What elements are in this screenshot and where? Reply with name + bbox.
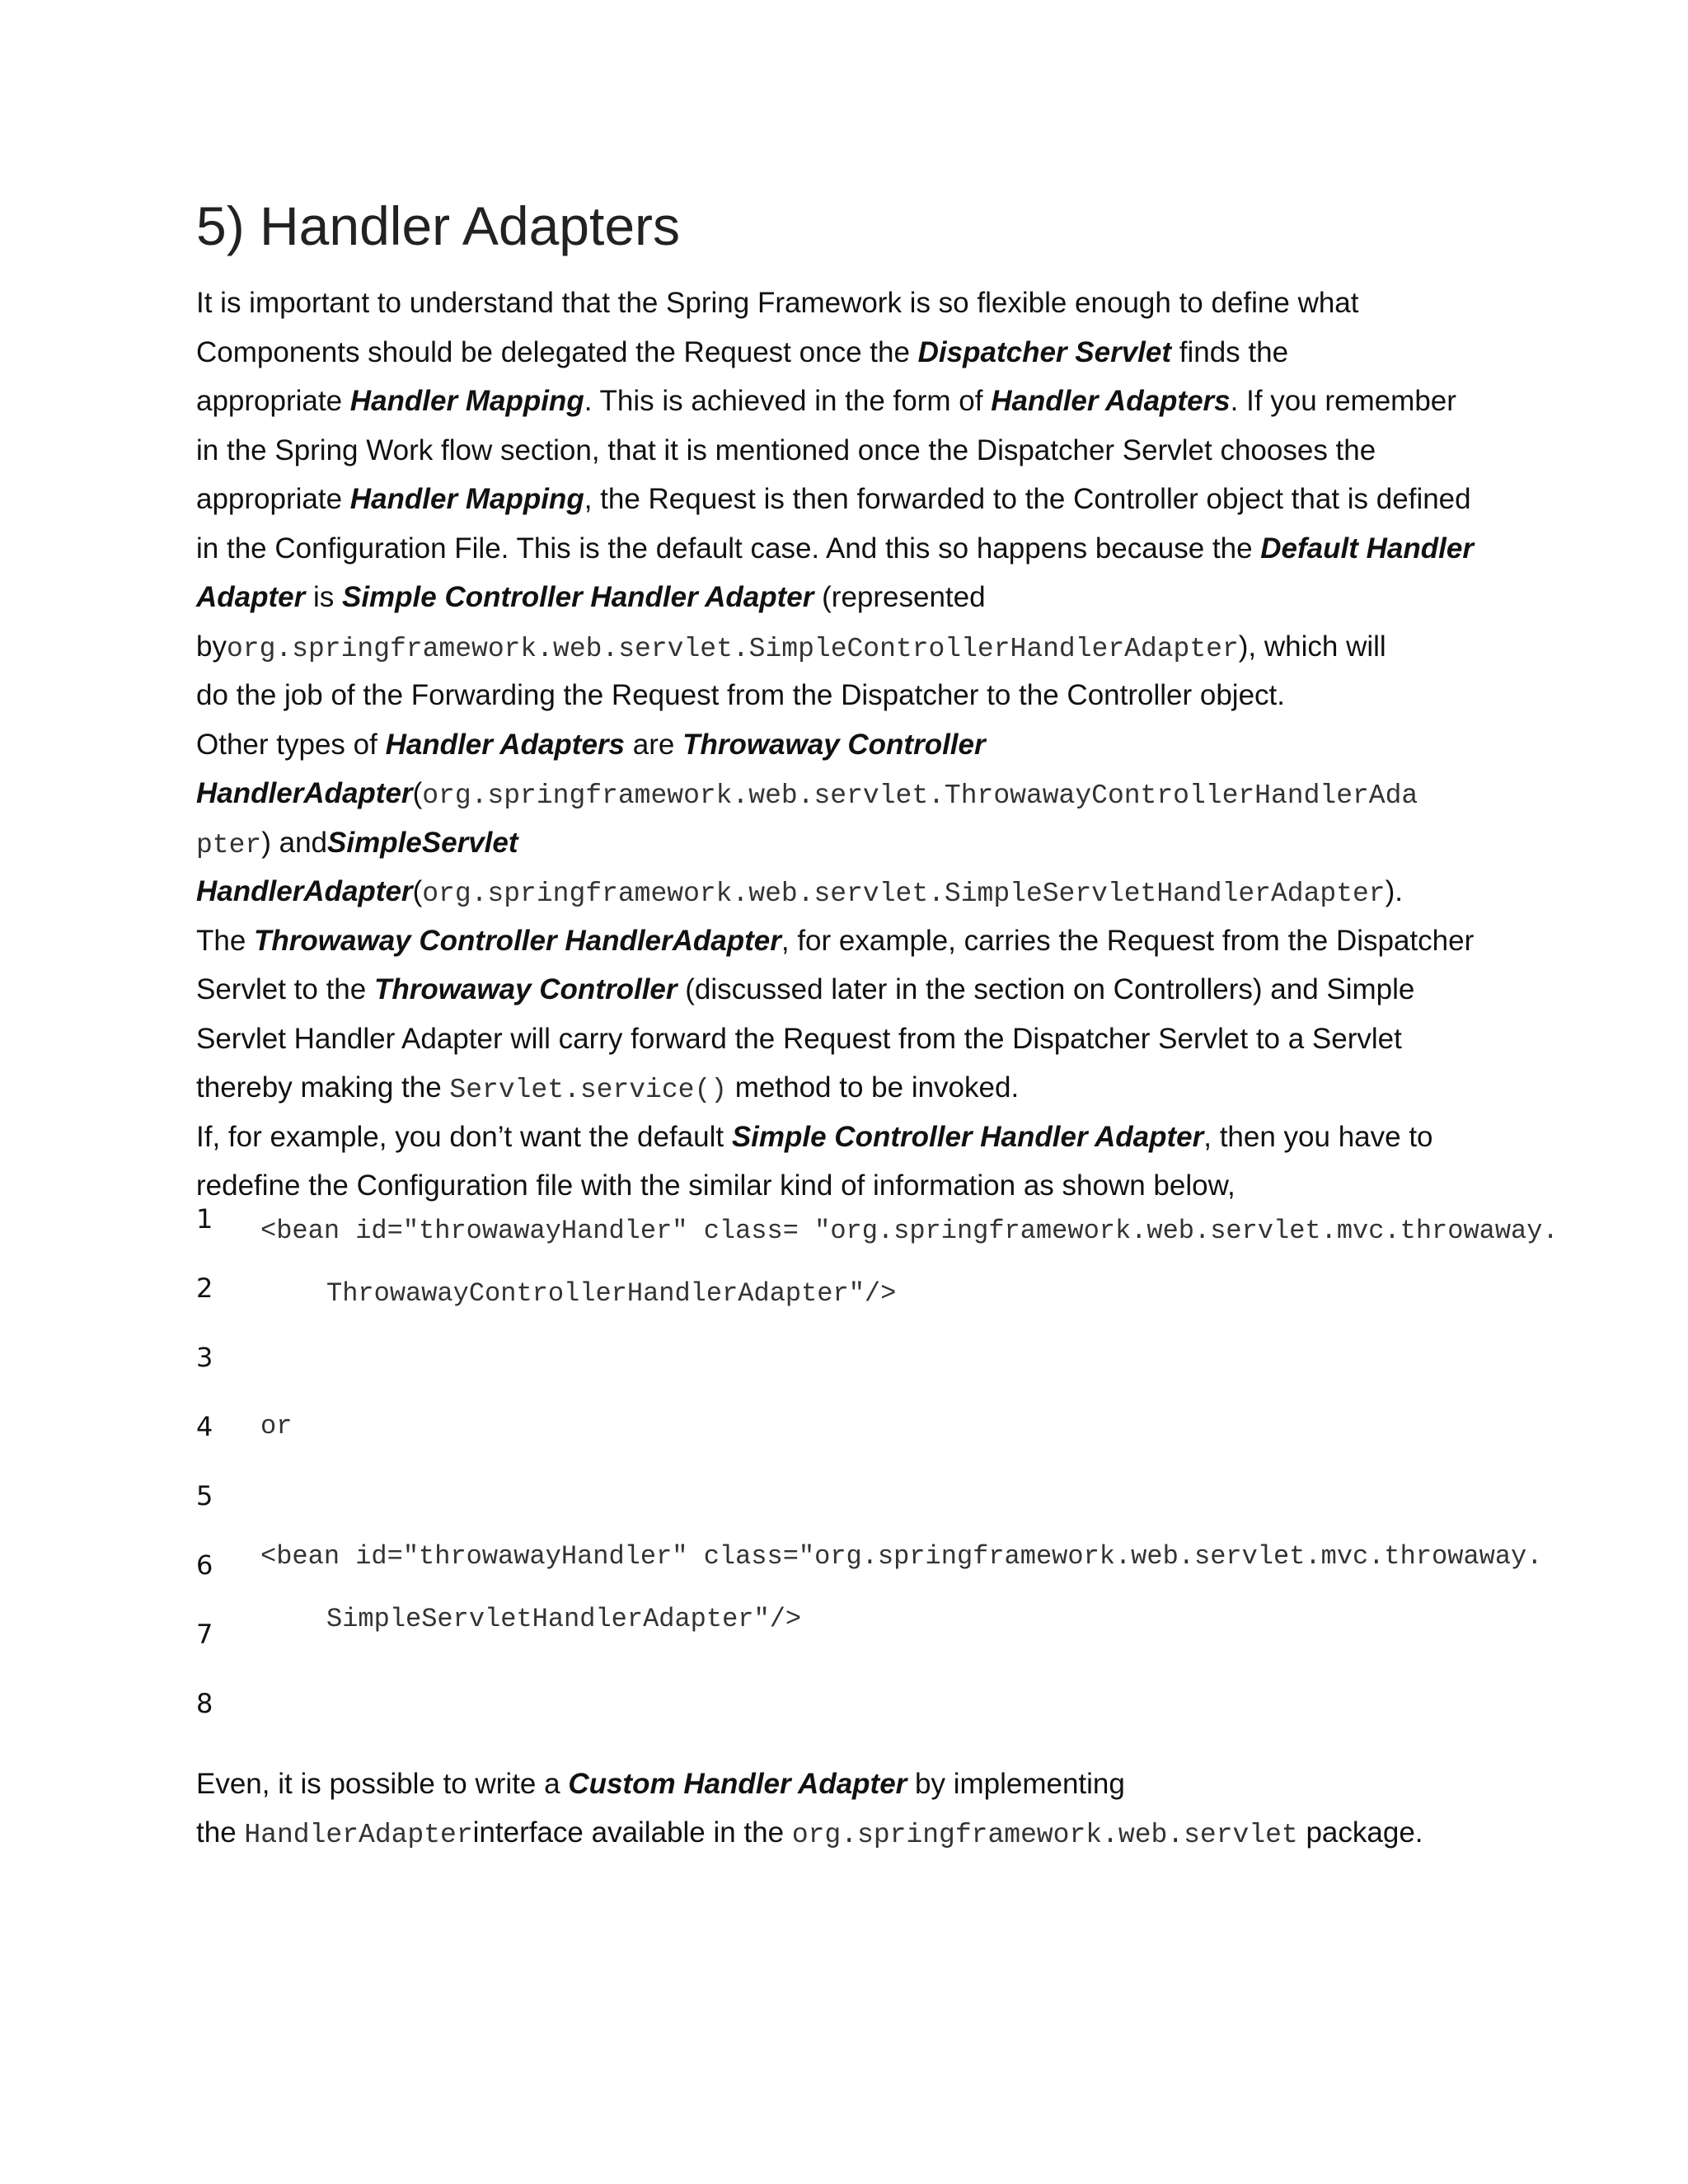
inline-code: org.springframework.web.servlet.ThrowawayControllerHandlerAda bbox=[422, 780, 1418, 811]
paragraph-line bbox=[196, 727, 986, 763]
emphasis: Custom Handler Adapter bbox=[568, 1768, 907, 1800]
code-line: <bean id="throwawayHandler" class="org.springframework.web.servlet.mvc.throwaway. bbox=[260, 1541, 1543, 1572]
text: redefine the Configuration file with the similar kind of information as shown below, bbox=[196, 1169, 1236, 1202]
paragraph-line bbox=[196, 677, 1285, 714]
paragraph-line bbox=[196, 433, 1376, 469]
inline-code: HandlerAdapter bbox=[244, 1820, 473, 1850]
text: . This is achieved in the form of bbox=[584, 385, 992, 417]
emphasis: HandlerAdapter bbox=[196, 777, 413, 809]
paragraph-line bbox=[196, 874, 1403, 912]
line-number: 8 bbox=[196, 1688, 213, 1719]
line-number: 7 bbox=[196, 1619, 213, 1650]
text: in the Configuration File. This is the default case. And this so happens because the bbox=[196, 532, 1261, 565]
text: If, for example, you don’t want the default bbox=[196, 1121, 732, 1153]
emphasis: Handler Adapters bbox=[385, 729, 626, 761]
text: finds the bbox=[1171, 336, 1289, 368]
emphasis: HandlerAdapter bbox=[196, 875, 413, 907]
emphasis: Adapter bbox=[196, 581, 306, 613]
text: ). bbox=[1385, 875, 1403, 907]
text: thereby making the bbox=[196, 1071, 450, 1104]
text: , the Request is then forwarded to the Controller object that is defined bbox=[584, 483, 1471, 515]
emphasis: Default Handler bbox=[1260, 532, 1474, 565]
text: method to be invoked. bbox=[727, 1071, 1020, 1104]
text: ), which will bbox=[1238, 630, 1386, 663]
text: interface available in the bbox=[472, 1816, 792, 1849]
emphasis: Throwaway Controller bbox=[682, 729, 986, 761]
text: appropriate bbox=[196, 385, 350, 417]
text: ( bbox=[412, 875, 423, 907]
text: ( bbox=[412, 777, 423, 809]
text: Servlet Handler Adapter will carry forward the Request from the Dispatcher Servlet to a Servlet bbox=[196, 1023, 1402, 1055]
paragraph-line bbox=[196, 579, 986, 616]
paragraph-line bbox=[196, 285, 1359, 321]
paragraph-line bbox=[196, 1119, 1433, 1155]
code-line: or bbox=[260, 1411, 293, 1441]
paragraph-line bbox=[196, 1021, 1402, 1057]
paragraph-line bbox=[196, 335, 1288, 371]
text: do the job of the Forwarding the Request from the Dispatcher to the Controller object. bbox=[196, 679, 1285, 711]
text: in the Spring Work flow section, that it is mentioned once the Dispatcher Servlet chooses the bbox=[196, 434, 1376, 466]
emphasis: Throwaway Controller bbox=[373, 973, 678, 1005]
paragraph-line bbox=[196, 1070, 1019, 1108]
text: Servlet to the bbox=[196, 973, 374, 1005]
text: ) and bbox=[261, 827, 327, 859]
line-number: 6 bbox=[196, 1549, 213, 1581]
paragraph-line bbox=[196, 629, 1386, 668]
text: . If you remember bbox=[1230, 385, 1456, 417]
text: (represented bbox=[814, 581, 986, 613]
code-line: ThrowawayControllerHandlerAdapter"/> bbox=[326, 1278, 897, 1309]
emphasis: SimpleServlet bbox=[327, 827, 518, 859]
paragraph-line bbox=[196, 825, 518, 864]
page-title: 5) Handler Adapters bbox=[196, 195, 681, 256]
text: (discussed later in the section on Controllers) and Simple bbox=[677, 973, 1415, 1005]
emphasis: Simple Controller Handler Adapter bbox=[731, 1121, 1204, 1153]
emphasis: Handler Mapping bbox=[349, 483, 584, 515]
paragraph-line bbox=[196, 923, 1474, 959]
text: are bbox=[625, 729, 683, 761]
text: package. bbox=[1297, 1816, 1423, 1849]
text: the bbox=[196, 1816, 245, 1849]
inline-code: org.springframework.web.servlet bbox=[791, 1820, 1298, 1850]
paragraph-line bbox=[196, 383, 1456, 419]
paragraph-line bbox=[196, 531, 1474, 567]
paragraph-line bbox=[196, 1815, 1423, 1854]
text: by bbox=[196, 630, 227, 663]
paragraph-line bbox=[196, 1168, 1236, 1204]
text: Other types of bbox=[196, 729, 386, 761]
emphasis: Handler Mapping bbox=[349, 385, 584, 417]
inline-code: org.springframework.web.servlet.SimpleControllerHandlerAdapter bbox=[226, 634, 1239, 664]
text: is bbox=[305, 581, 342, 613]
text: The bbox=[196, 925, 255, 957]
paragraph-line bbox=[196, 972, 1414, 1008]
inline-code: org.springframework.web.servlet.SimpleServletHandlerAdapter bbox=[422, 879, 1386, 909]
line-number: 5 bbox=[196, 1480, 213, 1511]
emphasis: Dispatcher Servlet bbox=[917, 336, 1172, 368]
paragraph-line bbox=[196, 776, 1418, 814]
line-number: 2 bbox=[196, 1272, 213, 1304]
line-number: 1 bbox=[196, 1203, 213, 1235]
inline-code: Servlet.service() bbox=[449, 1075, 728, 1105]
emphasis: Simple Controller Handler Adapter bbox=[341, 581, 814, 613]
text: Components should be delegated the Request once the bbox=[196, 336, 918, 368]
text: It is important to understand that the Spring Framework is so flexible enough to define what bbox=[196, 287, 1359, 319]
emphasis: Throwaway Controller HandlerAdapter bbox=[254, 925, 781, 957]
code-line: SimpleServletHandlerAdapter"/> bbox=[326, 1604, 802, 1634]
text: appropriate bbox=[196, 483, 350, 515]
paragraph-line bbox=[196, 481, 1471, 518]
line-number: 3 bbox=[196, 1342, 213, 1373]
paragraph-line bbox=[196, 1766, 1125, 1802]
text: by implementing bbox=[907, 1768, 1125, 1800]
emphasis: Handler Adapters bbox=[991, 385, 1231, 417]
inline-code: pter bbox=[196, 830, 262, 860]
code-line: <bean id="throwawayHandler" class= "org.springframework.web.servlet.mvc.throwaway. bbox=[260, 1216, 1559, 1246]
text: , then you have to bbox=[1203, 1121, 1433, 1153]
text: Even, it is possible to write a bbox=[196, 1768, 569, 1800]
text: , for example, carries the Request from the Dispatcher bbox=[781, 925, 1475, 957]
line-number: 4 bbox=[196, 1411, 213, 1442]
